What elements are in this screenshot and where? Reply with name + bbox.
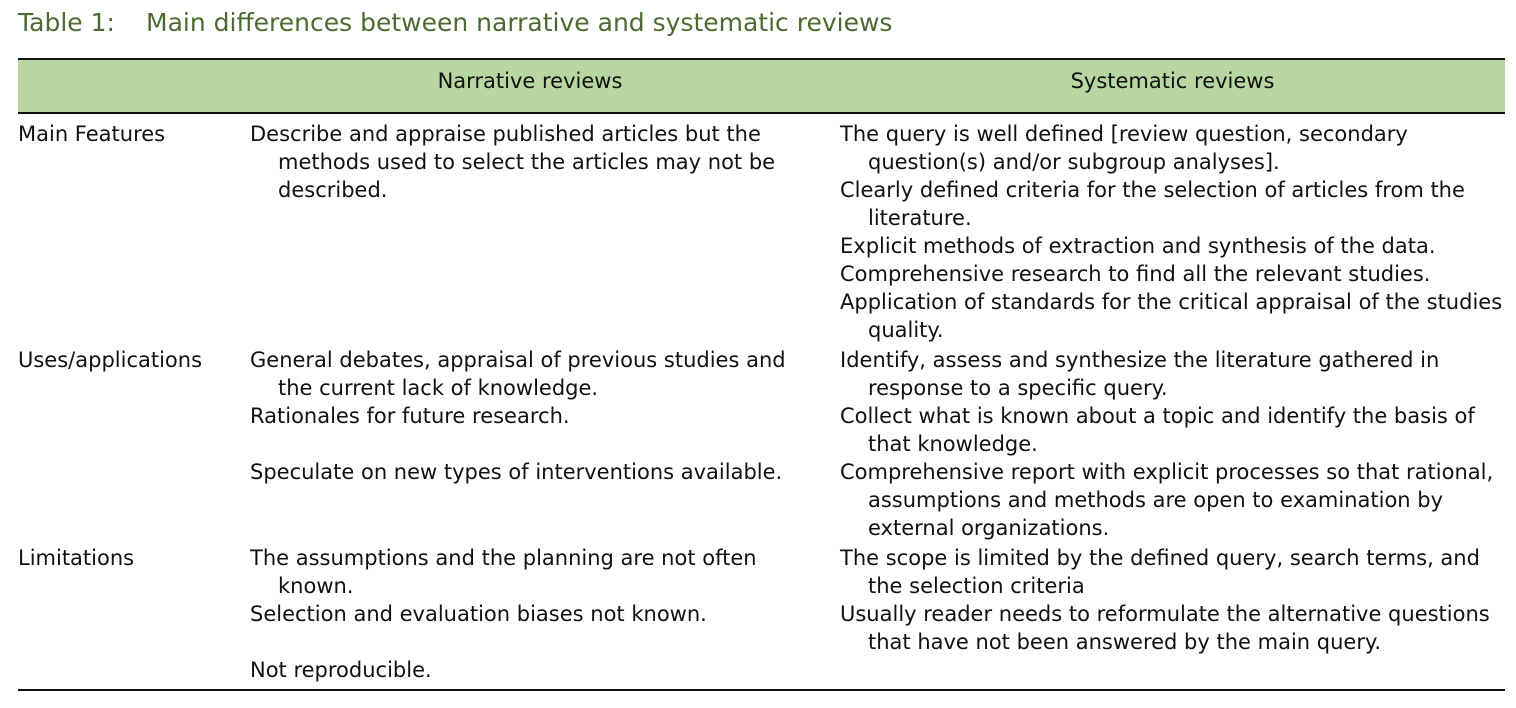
row-label-uses-applications: Uses/applications xyxy=(18,348,203,372)
column-header-systematic: Systematic reviews xyxy=(1070,69,1275,93)
row-main-features-systematic xyxy=(840,120,1508,344)
cell-entry: Selection and evaluation biases not known. xyxy=(250,602,707,626)
column-header-narrative: Narrative reviews xyxy=(437,69,623,93)
cell-entry: Comprehensive report with explicit processes so that rational, assumptions and methods are open to examination by external organizations. xyxy=(840,460,1494,540)
cell-entry: Comprehensive research to find all the relevant studies. xyxy=(840,262,1431,286)
cell-entry: Explicit methods of extraction and synthesis of the data. xyxy=(840,234,1436,258)
cell-entry: The query is well defined [review question, secondary question(s) and/or subgroup analyses]. xyxy=(840,122,1408,174)
cell-entry: Describe and appraise published articles but the methods used to select the articles may not be described. xyxy=(250,122,776,202)
table-title: Main differences between narrative and systematic reviews xyxy=(146,8,893,37)
cell-entry: Rationales for future research. xyxy=(250,404,570,428)
row-limitations-systematic xyxy=(840,544,1508,656)
table-header-rule xyxy=(18,112,1505,114)
row-uses-applications-narrative xyxy=(250,346,815,486)
row-limitations-narrative xyxy=(250,544,815,684)
table-number: Table 1: xyxy=(18,8,115,37)
cell-entry: Clearly defined criteria for the selection of articles from the literature. xyxy=(840,178,1465,230)
cell-entry: Collect what is known about a topic and identify the basis of that knowledge. xyxy=(840,404,1475,456)
cell-entry: Identify, assess and synthesize the literature gathered in response to a specific query. xyxy=(840,348,1440,400)
row-label-main-features: Main Features xyxy=(18,122,166,146)
cell-entry: The assumptions and the planning are not often known. xyxy=(250,546,757,598)
table-bottom-rule xyxy=(18,689,1505,691)
row-label-limitations: Limitations xyxy=(18,546,135,570)
cell-entry: The scope is limited by the defined query, search terms, and the selection criteria xyxy=(840,546,1480,598)
row-main-features-narrative xyxy=(250,120,815,204)
table-caption xyxy=(18,6,892,40)
cell-entry: Not reproducible. xyxy=(250,658,432,682)
row-uses-applications-systematic xyxy=(840,346,1508,542)
cell-entry: Application of standards for the critical appraisal of the studies quality. xyxy=(840,290,1503,342)
cell-entry: Usually reader needs to reformulate the alternative questions that have not been answered by the main query. xyxy=(840,602,1490,654)
cell-entry: Speculate on new types of interventions available. xyxy=(250,460,783,484)
cell-entry: General debates, appraisal of previous studies and the current lack of knowledge. xyxy=(250,348,786,400)
